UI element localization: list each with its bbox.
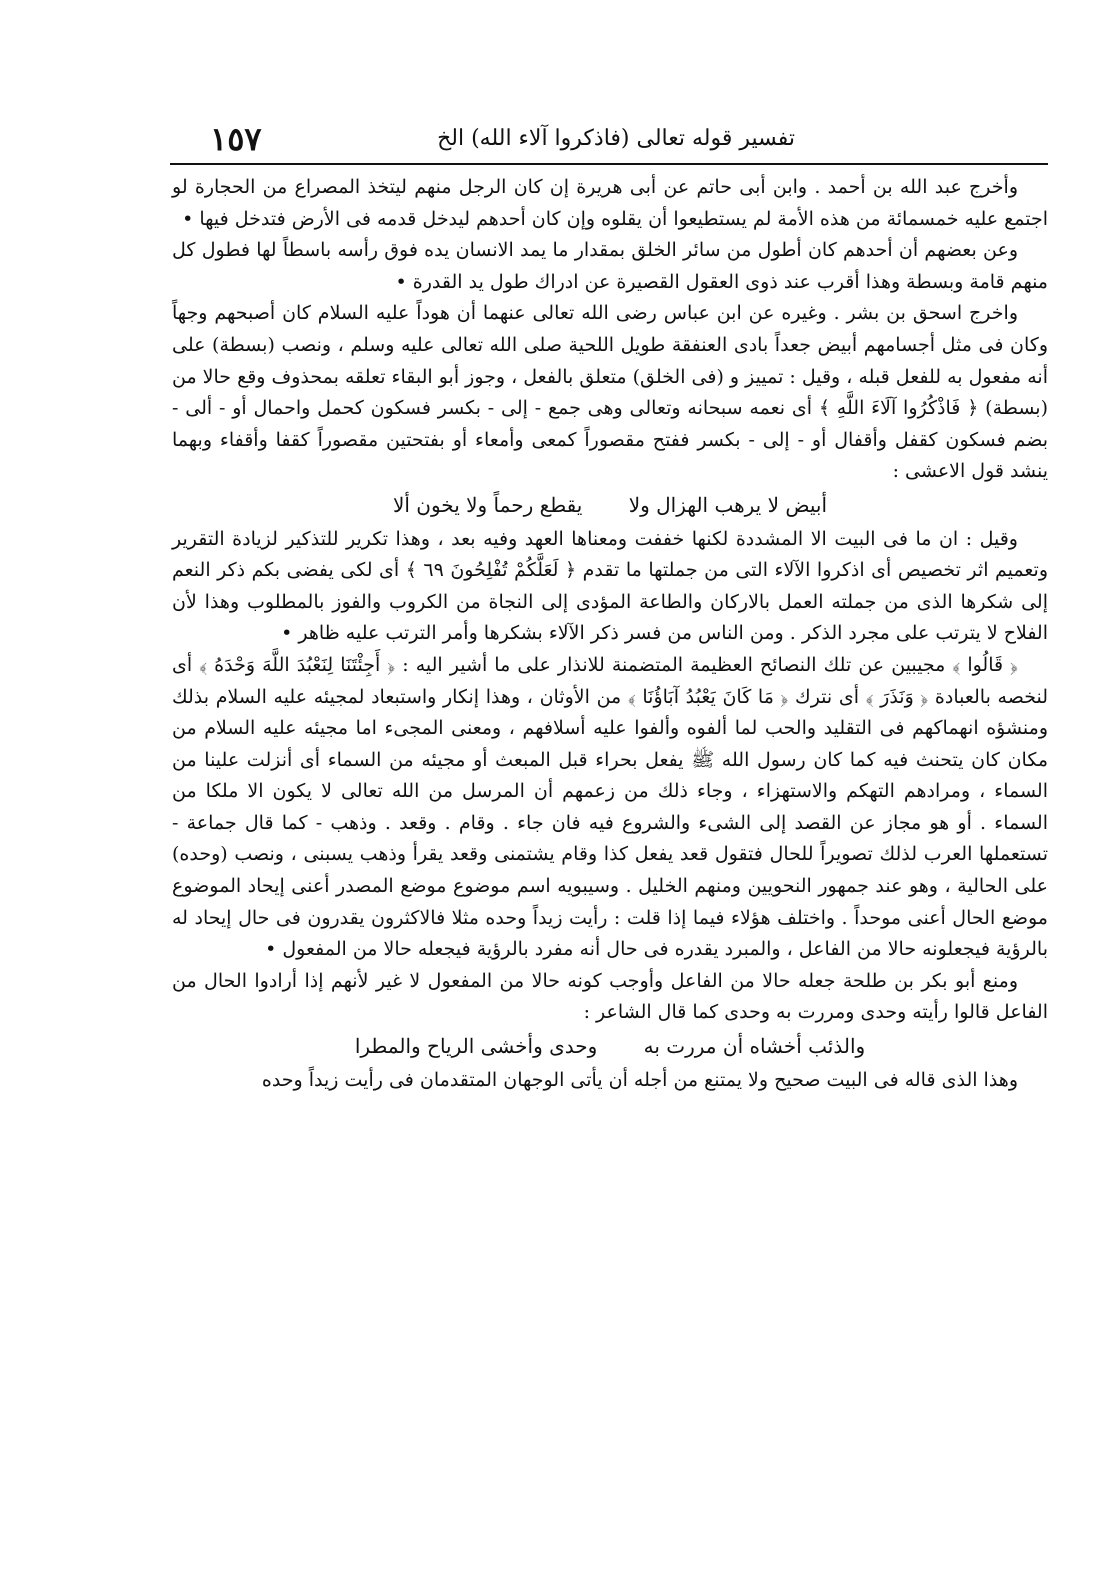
paragraph-7: وهذا الذى قاله فى البيت صحيح ولا يمتنع من أجله أن يأتى الوجهان المتقدمان فى رأيت زيداً وحده	[261, 1068, 1018, 1091]
paragraph-1: وأخرج عبد الله بن أحمد . وابن أبى حاتم عن أبى هريرة إن كان الرجل منهم ليتخذ المصراع من الحجارة لو اجتمع عليه خمسمائة من هذه الأمة لم يستطيعوا أن يقلوه وإن كان أحدهم ليدخل قدمه فى الأرض فتدخل فيها •	[172, 176, 1048, 230]
paragraph-6: ومنع أبو بكر بن طلحة جعله حالا من الفاعل وأوجب كونه حالا من المفعول لا غير لأنهم إذا أرادوا الحال من الفاعل قالوا رأيته وحدى ومررت به وحدى كما قال الشاعر :	[172, 969, 1048, 1024]
paragraph-5: ﴿ قَالُوا ﴾ مجيبين عن تلك النصائح العظيمة المتضمنة للانذار على ما أشير اليه : ﴿ أَجِئْتَنَا لِنَعْبُدَ اللَّهَ وَحْدَهُ ﴾ أى لنخصه بالعبادة ﴿ وَنَذَرَ ﴾ أى نترك ﴿ مَا كَانَ يَعْبُدُ آبَاؤُنَا ﴾ من الأوثان ، وهذا إنكار واستبعاد لمجيئه عليه السلام بذلك ومنشؤه انهماكهم فى التقليد والحب لما ألفوه وألفوا عليه أسلافهم ، ومعنى المجىء اما مجيئه عليه السلام من مكان كان يتحنث فيه كما كان رسول الله ﷺ يفعل بحراء قبل المبعث أو مجيئه من السماء أى أنزلت علينا من السماء ، ومرادهم التهكم والاستهزاء ، وجاء ذلك من زعمهم أن المرسل من الله تعالى لا يكون الا ملكا من السماء . أو هو مجاز عن القصد إلى الشىء والشروع فيه فان جاء . وقام . وقعد . وذهب - كما قال جماعة - تستعملها العرب لذلك تصويراً للحال فتقول قعد يفعل كذا وقام يشتمنى وقعد يقرأ وذهب يسبنى ، ونصب (وحده) على الحالية ، وهو عند جمهور النحويين ومنهم الخليل . وسيبويه اسم موضوع موضع المصدر أعنى إيحاد الموضوع موضع الحال أعنى موحداً . واختلف هؤلاء فيما إذا قلت : رأيت زيداً وحده مثلا فالاكثرون يقدرون فى حال إيحاد له بالرؤية فيجعلونه حالا من الفاعل ، والمبرد يقدره فى حال أنه مفرد بالرؤية فيجعله حالا من المفعول •	[172, 653, 1048, 961]
running-title: تفسير قوله تعالى (فاذكروا آلاء الله) الخ	[437, 126, 795, 151]
paragraph-2: وعن بعضهم أن أحدهم كان أطول من سائر الخلق بمقدار ما يمد الانسان يده فوق رأسه باسطاً لها فطول كل منهم قامة وبسطة وهذا أقرب عند ذوى العقول القصيرة عن ادراك طول يد القدرة •	[172, 239, 1048, 293]
verse-1-hemistich-2: يقطع رحماً ولا يخون ألا	[392, 492, 583, 517]
verse-2-hemistich-1: والذئب أخشاه أن مررت به	[643, 1034, 866, 1059]
paragraph-4: وقيل : ان ما فى البيت الا المشددة لكنها خففت ومعناها العهد وفيه بعد ، وهذا تكرير للتذكير لزيادة التقرير وتعميم اثر تخصيص أى اذكروا الآلاء التى من جملتها ما تقدم ﴿ لَعَلَّكُمْ تُفْلِحُونَ ٦٩ ﴾ أى لكى يفضى بكم ذكر النعم إلى شكرها الذى من جملته العمل بالاركان والطاعة المؤدى إلى النجاة من الكروب والفوز بالمطلوب وهذا لأن الفلاح لا يترتب على مجرد الذكر . ومن الناس من فسر ذكر الآلاء بشكرها وأمر الترتب عليه ظاهر •	[172, 527, 1049, 645]
page-header	[170, 118, 1050, 166]
page-number: ١٥٧	[210, 120, 262, 158]
paragraph-3: واخرج اسحق بن بشر . وغيره عن ابن عباس رضى الله تعالى عنهما أن هوداً عليه السلام كان أصبحهم وجهاً وكان فى مثل أجسامهم أبيض جعداً بادى العنفقة طويل اللحية صلى الله تعالى عليه وسلم ، ونصب (بسطة) على أنه مفعول به للفعل قبله ، وقيل : تمييز و (فى الخلق) متعلق بالفعل ، وجوز أبو البقاء تعلقه بمحذوف وقع حالا من (بسطة) ﴿ فَاذْكُرُوا آلَاءَ اللَّهِ ﴾ أى نعمه سبحانه وتعالى وهى جمع - إلى - بكسر فسكون كحمل واحمال أو - ألى - بضم فسكون كقفل وأقفال أو - إلى - بكسر ففتح مقصوراً كمعى وأمعاء أو بفتحتين مقصوراً كقفا وأقفاء وبهما ينشد قول الاعشى :	[172, 302, 1048, 483]
poem-verse-1	[172, 488, 1048, 524]
main-text	[172, 172, 1048, 1096]
verse-2-hemistich-2: وحدى وأخشى الرياح والمطرا	[354, 1034, 598, 1059]
poem-verse-2	[172, 1029, 1048, 1065]
verse-1-hemistich-1: أبيض لا يرهب الهزال ولا	[628, 492, 828, 517]
header-rule	[170, 163, 1048, 165]
